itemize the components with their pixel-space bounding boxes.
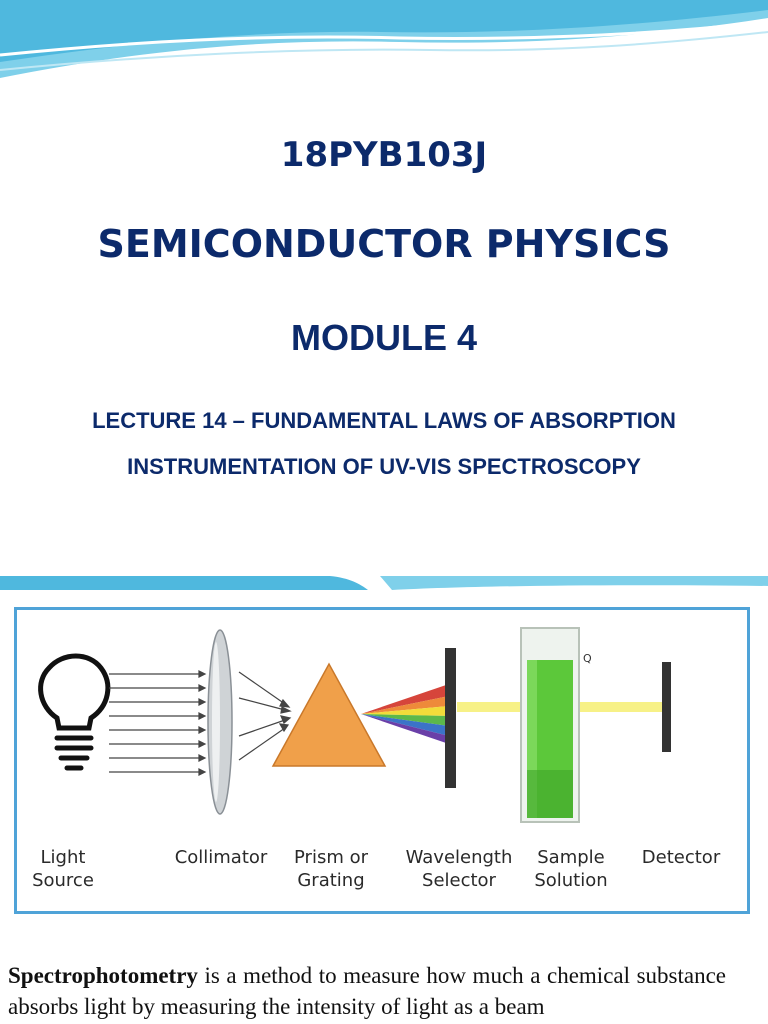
spectrum-fan	[361, 684, 449, 744]
label-sample-solution: Sample Solution	[534, 847, 608, 891]
label-light-source: Light Source	[32, 847, 94, 891]
divider-wave-decoration	[0, 572, 768, 592]
light-bulb-icon	[41, 656, 108, 768]
bold-term: Spectrophotometry	[8, 963, 198, 988]
label-detector: Detector	[641, 847, 721, 868]
paragraph-text: is a method to measure how much a chemical substance absorbs light by measuring the intensity of light as a beam	[8, 963, 726, 1019]
input-rays	[109, 671, 205, 775]
module-title: MODULE 4	[290, 317, 477, 358]
intro-paragraph	[8, 960, 726, 1022]
course-title: SEMICONDUCTOR PHYSICS	[97, 222, 671, 266]
lecture-title: LECTURE 14 – FUNDAMENTAL LAWS OF ABSORPTION	[92, 408, 676, 433]
course-code: 18PYB103J	[280, 135, 488, 175]
label-prism: Prism or Grating	[294, 847, 368, 891]
label-collimator: Collimator	[174, 847, 268, 868]
wavelength-selector-slit	[445, 648, 456, 788]
cuvette-marker: Q	[583, 652, 592, 665]
sample-cuvette	[521, 628, 579, 822]
focusing-rays	[239, 672, 290, 760]
spectrophotometer-diagram	[14, 607, 750, 914]
top-wave-decoration	[0, 0, 768, 95]
lecture-subtitle: INSTRUMENTATION OF UV-VIS SPECTROSCOPY	[127, 454, 641, 479]
label-wavelength-selector: Wavelength Selector	[405, 847, 513, 891]
detector-plate	[662, 662, 671, 752]
